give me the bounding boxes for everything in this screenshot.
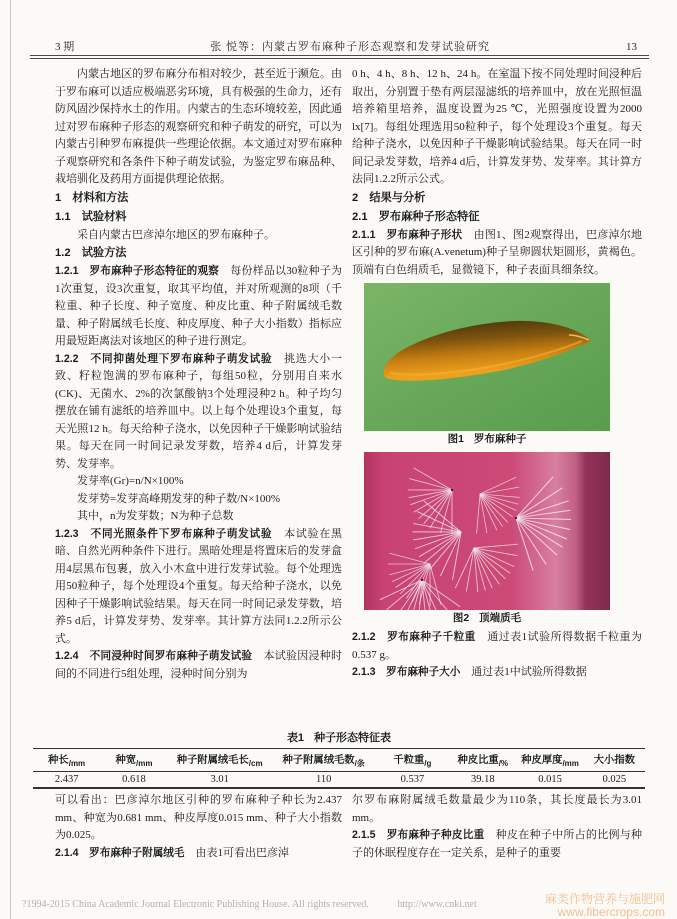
watermark-site-name: 麻类作物营养与施肥网 <box>544 892 665 906</box>
paragraph-table-discussion: 可以看出：巴彦淖尔地区引种的罗布麻种子种长为2.437 mm、种宽为0.681 mm、种皮厚度0.015 mm、种子大小指数为0.025。 <box>55 794 342 841</box>
paragraph-1-2-4 <box>55 648 342 683</box>
figure-2-caption <box>364 610 610 627</box>
section-heading-2: 2 结果与分析 <box>352 191 426 204</box>
header-issue: 3 期 <box>55 41 75 53</box>
section-heading-1-2: 1.2 试验方法 <box>55 247 127 259</box>
footer-cnki-url: http://www.cnki.net <box>397 899 477 910</box>
paragraph-text: 由表1可看出巴彦淖 <box>184 846 289 859</box>
figure-1 <box>364 283 610 448</box>
table-title-text: 种子形态特征表 <box>314 732 392 744</box>
paragraph-lead: 1.2.2 不同抑菌处理下罗布麻种子萌发试验 <box>55 352 273 365</box>
header-rule <box>30 55 649 59</box>
paragraph-text: 种皮在种子中所占的比例与种子的休眠程度存在一定关系，是种子的重要 <box>352 829 643 859</box>
formula-germination-rate: 发芽率(Gr)=n/N×100% <box>77 475 184 487</box>
fibercrops-watermark <box>545 893 665 919</box>
figure-2 <box>364 452 610 627</box>
table-title-label: 表1 <box>286 732 305 744</box>
table-col-header: 种皮厚度$_{/mm}$ <box>521 755 579 769</box>
seed-photo <box>364 283 610 431</box>
paragraph-material: 采自内蒙古巴彦淖尔地区的罗布麻种子。 <box>77 228 275 241</box>
table-col-header: 大小指数 <box>593 755 635 766</box>
paragraph-text: 通过表1试验所得数据千粒重为0.537 g。 <box>352 631 643 661</box>
table-cell: 0.618 <box>122 774 146 786</box>
table-col-header: 种宽$_{/mm}$ <box>115 755 153 769</box>
paragraph-text: 每份样品以30粒种子为1次重复，设3次重复，取其平均值，并对所观测的8项（千粒重、种子长度、种子宽度、种皮比重、种子附属绒毛数量、种子附属绒毛长度、种皮厚度、种子大小指数）指标应用最短距离法对该地区的种子进行测定。 <box>55 265 343 347</box>
table-col-header: 种长$_{/mm}$ <box>48 755 86 769</box>
table-cell: 39.18 <box>470 774 495 786</box>
footer-copyright: ?1994-2015 China Academic Journal Electronic Publishing House. All rights reserved. <box>22 899 369 910</box>
data-table <box>33 748 645 789</box>
paragraph-continued: 0 h、4 h、8 h、12 h、24 h。在室温下按不同处理时间浸种后取出，分别置于垫有两层湿滤纸的培养皿中，放在光照恒温培养箱里培养，温度设置为25 ℃，光照强度设置为2000 lx[7]。每组处理选用50粒种子，每个处理设3个重复。每天给种子浇水，以免因种子干燥影响试验结果。每天在同一时间记录发芽数，培养4 d后，计算发芽势、发芽率。其计算方法同1.2.2所示公式。 <box>352 68 642 185</box>
paragraph-1-2-3 <box>55 526 342 649</box>
table-cell: 3.01 <box>210 774 229 786</box>
paragraph-lead: 2.1.4 罗布麻种子附属绒毛 <box>55 846 185 859</box>
column-left-bottom <box>55 792 342 862</box>
column-left <box>55 66 342 683</box>
header-page-number: 13 <box>626 41 637 53</box>
table-1 <box>33 731 645 789</box>
section-heading-1: 1 材料和方法 <box>55 191 129 204</box>
paragraph-lead: 2.1.3 罗布麻种子大小 <box>352 666 461 678</box>
paragraph-2-1-2 <box>352 629 642 664</box>
table-title <box>33 731 645 746</box>
paragraph-lead: 2.1.2 罗布麻种子千粒重 <box>352 631 476 643</box>
paragraph-text: 由图1、图2观察得出，巴彦淖尔地区引种的罗布麻(A.venetum)种子呈卵圆状矩圆形，黄褐色。顶端有白色绢质毛，显微镜下，种子表面具细条纹。 <box>352 228 642 276</box>
paragraph-2-1-4 <box>55 845 342 863</box>
table-value-row <box>33 772 645 787</box>
paragraph-lead: 1.2.4 不同浸种时间罗布麻种子萌发试验 <box>55 650 253 662</box>
table-col-header: 种子附属绒毛数$_{/条}$ <box>282 755 365 769</box>
figure-1-caption-text: 罗布麻种子 <box>473 433 527 445</box>
section-heading-1-1: 1.1 试验材料 <box>55 210 127 223</box>
section-heading-2-1: 2.1 罗布麻种子形态特征 <box>352 210 480 223</box>
figure-1-caption <box>364 431 610 448</box>
figure-1-label: 图1 <box>447 433 464 445</box>
table-col-header: 种子附属绒毛长$_{/cm}$ <box>176 755 263 769</box>
header-running-title: 张 悦等：内蒙古罗布麻种子形态观察和发芽试验研究 <box>210 41 490 53</box>
formula-germination-energy: 发芽势=发芽高峰期发芽的种子数/N×100% <box>77 492 281 505</box>
table-cell: 0.025 <box>602 774 627 786</box>
paragraph-lead: 1.2.1 罗布麻种子形态特征的观察 <box>55 265 220 277</box>
pappus-photo <box>364 452 610 610</box>
paragraph-text: 通过表1中试验所得数据 <box>460 666 587 678</box>
figure-2-label: 图2 <box>452 612 470 624</box>
paragraph-lead: 1.2.3 不同光照条件下罗布麻种子萌发试验 <box>55 527 273 540</box>
figure-2-caption-text: 顶端质毛 <box>479 612 522 624</box>
paragraph-text: 本试验因浸种时间的不同进行5组处理，浸种时间分别为 <box>55 650 343 680</box>
paragraph-2-1-5 <box>352 827 642 862</box>
paragraph-text: 本试验在黑暗、自然光两种条件下进行。黑暗处理是将置床后的发芽盒用4层黑布包裹，放入小木盒中进行发芽试验。每个处理选用50粒种子，每个处理设4个重复。每天给种子浇水，以免因种子干燥影响试验结果。每天在同一时间记录发芽数，培养5 d后，计算发芽势、发芽率。其计算方法同1.2.2所示公式。 <box>55 527 343 645</box>
paragraph-1-2-2 <box>55 351 342 474</box>
formula-notes: 其中，n为发芽数；N为种子总数 <box>77 510 234 522</box>
paragraph-1-2-1 <box>55 263 342 351</box>
table-cell: 2.437 <box>54 774 79 786</box>
column-right <box>352 66 642 682</box>
page-header <box>55 38 637 54</box>
intro-paragraph: 内蒙古地区的罗布麻分布相对较少，甚至近于濒危。由于罗布麻可以适应极端恶劣环境，具有极强的生命力，还有防风固沙保持水土的作用。内蒙古的生态环境较差，因此通过对罗布麻种子形态的观察研究和种子萌发的研究，可以为内蒙古引种罗布麻提供一些理论依据。本文通过对罗布麻种子观察研究和各条件下种子萌发试验，为鉴定罗布麻品种、栽培驯化及药用方面提供理论依据。 <box>55 68 342 185</box>
paragraph-lead: 2.1.5 罗布麻种子种皮比重 <box>352 829 485 841</box>
table-cell: 0.537 <box>400 774 425 786</box>
table-header-row <box>33 749 645 772</box>
watermark-site-url: www.fibercrops.com <box>557 905 665 919</box>
paragraph-continued-bottom: 尔罗布麻附属绒毛数量最少为110条，其长度最长为3.01 mm。 <box>352 794 642 824</box>
table-col-header: 千粒重$_{/g}$ <box>393 755 432 769</box>
paragraph-text: 挑选大小一致、籽粒饱满的罗布麻种子，每组50粒，分别用自来水(CK)、无菌水、2%的次氯酸钠3个处理浸种2 h。种子均匀摆放在铺有滤纸的培养皿中。以上每个处理设3个重复，每天光照12 h。每天给种子浇水，以免因种子干燥影响试验结果。每天在同一时间记录发芽数，培养4 d后，计算发芽势、发芽率。 <box>55 352 343 470</box>
column-right-bottom <box>352 792 642 862</box>
paragraph-lead: 2.1.1 罗布麻种子形状 <box>352 228 463 241</box>
paragraph-2-1-1 <box>352 227 642 280</box>
paragraph-2-1-3 <box>352 664 642 682</box>
table-cell: 0.015 <box>538 774 562 786</box>
page-scan-edge <box>10 0 11 919</box>
table-col-header: 种皮比重$_{/\%}$ <box>457 755 509 769</box>
table-cell: 110 <box>315 774 332 786</box>
